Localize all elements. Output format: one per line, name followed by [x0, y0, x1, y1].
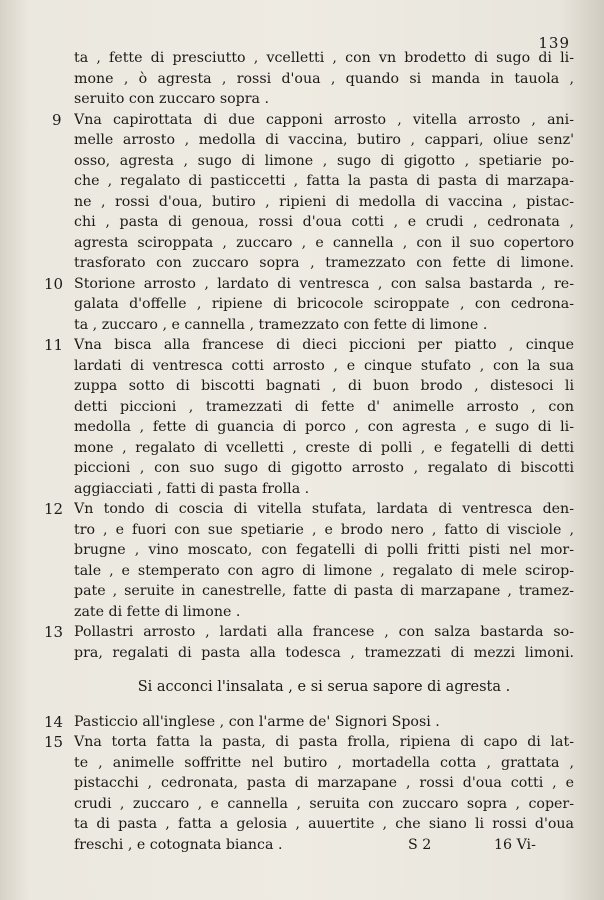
text-line: Pasticcio all'inglese , con l'arme de' Signori Sposi . [74, 713, 440, 730]
text-line: piccioni , con suo sugo di gigotto arrosto , regalato di biscotti [74, 460, 574, 476]
paragraph-10 [44, 274, 574, 336]
text-line: melle arrosto , medolla di vaccina, butiro , cappari, oliue senz' [74, 132, 574, 148]
text-line: Storione arrosto , lardato di ventresca , con salsa bastarda , re- [74, 275, 574, 292]
catchword: 16 Vi- [494, 836, 536, 853]
text-line: ne , rossi d'oua, butiro , ripieni di medolla di vaccina , pistac- [74, 193, 574, 210]
text-line: pate , seruite in canestrelle, fatte di pasta di marzapane , tramez- [74, 583, 574, 599]
text-line: Pollastri arrosto , lardati alla francese , con salza bastarda so- [74, 624, 574, 640]
text-line: Vna bisca alla francese di dieci piccioni per piatto , cinque [74, 337, 574, 353]
paragraph-13 [44, 622, 574, 663]
text-line: Vna capirottata di due capponi arrosto , vitella arrosto , ani- [74, 111, 574, 128]
text-line: tale , e stemperato con agro di limone , regalato di mele scirop- [74, 562, 574, 579]
final-line [74, 835, 574, 856]
paragraph-12 [44, 499, 574, 622]
text-line: seruito con zuccaro sopra . [74, 91, 269, 107]
page-number: 139 [538, 34, 570, 52]
text-line: lardati di ventresca cotti arrosto , e cinque stufato , con la sua [74, 357, 574, 374]
paragraph-15 [44, 732, 574, 855]
text-line: ta di pasta , fatta a gelosia , auuertite , che siano li rossi d'oua [74, 816, 574, 832]
paragraph-14 [44, 712, 574, 733]
text-body [44, 48, 574, 855]
item-number: 10 [44, 274, 64, 293]
item-number: 14 [44, 712, 64, 731]
text-line: chi , pasta di genoua, rossi d'oua cotti , e crudi , cedronata , [74, 214, 574, 230]
paragraph-9 [52, 110, 574, 274]
text-line: mone , ò agresta , rossi d'oua , quando si manda in tauola , [74, 70, 574, 87]
paragraph-continuation [74, 48, 574, 110]
text-line: medolla , fette di guancia di porco , con agresta , e sugo di li- [74, 419, 574, 435]
text-line: che , regalato di pasticcetti , fatta la pasta di pasta di marzapa- [74, 173, 574, 189]
text-line: te , animelle soffritte nel butiro , mortadella cotta , grattata , [74, 754, 574, 771]
text-line: Vn tondo di coscia di vitella stufata, lardata di ventresca den- [74, 501, 574, 517]
text-line: trasforato con zuccaro sopra , tramezzato con fette di limone. [74, 255, 574, 271]
text-line: mone , regalato di vcelletti , creste di polli , e fegatelli di detti [74, 439, 574, 456]
item-number: 15 [44, 733, 64, 751]
text-line: pistacchi , cedronata, pasta di marzapane , rossi d'oua cotti , e [74, 775, 574, 791]
text-line: aggiacciati , fatti di pasta frolla . [74, 480, 310, 497]
item-number: 13 [44, 623, 64, 641]
text-line: freschi , e cotognata bianca . [74, 836, 283, 853]
text-line: crudi , zuccaro , e cannella , seruita con zuccaro sopra , coper- [74, 795, 574, 812]
text-line: Vna torta fatta la pasta, di pasta frolla, ripiena di capo di lat- [74, 734, 574, 750]
text-line: galata d'offelle , ripiene di bricocole sciroppate , con cedrona- [74, 296, 574, 312]
text-line: ta , zuccaro , e cannella , tramezzato con fette di limone . [74, 316, 488, 333]
text-line: agresta sciroppata , zuccaro , e cannella , con il suo copertoro [74, 234, 574, 251]
text-line: brugne , vino moscato, con fegatelli di polli fritti pisti nel mor- [74, 542, 574, 558]
text-line: pra, regalati di pasta alla todesca , tramezzati di mezzi limoni. [74, 644, 574, 661]
text-line: tro , e fuori con sue spetiarie , e brodo nero , fatto di visciole , [74, 521, 574, 538]
paragraph-11 [44, 335, 574, 499]
text-line: ta , fette di presciutto , vcelletti , con vn brodetto di sugo di li- [74, 50, 574, 66]
text-line: detti piccioni , tramezzati di fette d' animelle arrosto , con [74, 398, 574, 415]
item-number: 11 [44, 336, 64, 354]
text-line: zuppa sotto di biscotti bagnati , di buon brodo , distesoci li [74, 378, 574, 394]
text-line: osso, agresta , sugo di limone , sugo di gigotto , spetiarie po- [74, 152, 574, 169]
text-line: zate di fette di limone . [74, 603, 241, 620]
item-number: 12 [44, 500, 64, 518]
item-number: 9 [52, 110, 62, 129]
section-heading: Si acconci l'insalata , e si serua sapore di agresta . [137, 679, 511, 695]
signature-mark: S 2 [408, 836, 432, 853]
